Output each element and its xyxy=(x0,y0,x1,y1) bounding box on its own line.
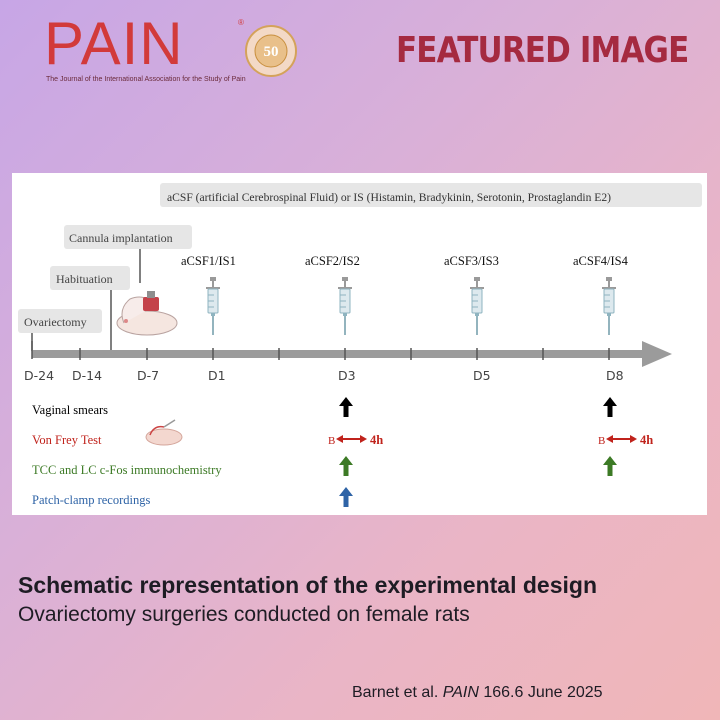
interval-start-label: B xyxy=(598,435,606,447)
ovariectomy-label: Ovariectomy xyxy=(24,315,87,329)
row-label-patch-clamp: Patch-clamp recordings xyxy=(32,493,151,507)
day-label-d1: D1 xyxy=(208,368,226,383)
citation-details: 166.6 June 2025 xyxy=(483,684,603,701)
timeline-arrow xyxy=(32,341,672,367)
up-arrow-icon xyxy=(339,397,353,417)
von-frey-filament-icon xyxy=(146,420,182,445)
interval-end-label: 4h xyxy=(370,433,384,447)
injection-label-4: aCSF4/IS4 xyxy=(573,254,628,268)
habituation-box xyxy=(50,266,130,290)
syringe-icon xyxy=(338,277,352,335)
caption-subtitle: Ovariectomy surgeries conducted on female rats xyxy=(18,603,470,626)
agent-label-text: aCSF (artificial Cerebrospinal Fluid) or IS (Histamin, Bradykinin, Serotonin, Prostaglandin E2) xyxy=(167,191,612,204)
cannula-label: Cannula implantation xyxy=(69,231,173,245)
row-label-von-frey: Von Frey Test xyxy=(32,433,102,447)
cannula-box xyxy=(64,225,192,249)
syringe-icon xyxy=(470,277,484,335)
logo-subtitle: The Journal of the International Association for the Study of Pain xyxy=(46,76,246,83)
registered-mark: ® xyxy=(238,18,244,27)
experimental-design-diagram xyxy=(12,173,707,515)
injection-label-3: aCSF3/IS3 xyxy=(444,254,499,268)
day-label-d3: D3 xyxy=(338,368,356,383)
habituation-label: Habituation xyxy=(56,272,113,286)
logo-wordmark: PAIN xyxy=(44,10,184,77)
anniversary-seal-icon xyxy=(244,24,298,78)
caption-title: Schematic representation of the experimental design xyxy=(18,572,597,598)
interval-marker xyxy=(598,433,653,447)
svg-text:50: 50 xyxy=(263,44,279,60)
up-arrow-icon xyxy=(339,487,353,507)
day-label-d5: D5 xyxy=(473,368,491,383)
interval-marker xyxy=(328,433,383,447)
interval-end-label: 4h xyxy=(640,433,654,447)
day-label-d8: D8 xyxy=(606,368,624,383)
up-arrow-icon xyxy=(603,456,617,476)
day-label-d-14: D-14 xyxy=(72,368,103,383)
up-arrow-icon xyxy=(603,397,617,417)
up-arrow-icon xyxy=(339,456,353,476)
agent-label-box xyxy=(160,183,702,207)
journal-logo xyxy=(44,12,284,90)
citation xyxy=(352,684,603,702)
day-label-d-24: D-24 xyxy=(24,368,55,383)
rat-surgery-icon xyxy=(117,291,177,335)
interval-start-label: B xyxy=(328,435,336,447)
featured-image-label: FEATURED IMAGE xyxy=(396,30,689,71)
citation-authors: Barnet et al. xyxy=(352,684,439,701)
injection-label-1: aCSF1/IS1 xyxy=(181,254,236,268)
day-label-d-7: D-7 xyxy=(137,368,160,383)
syringe-icon xyxy=(206,277,220,335)
injection-label-2: aCSF2/IS2 xyxy=(305,254,360,268)
row-label-vaginal-smears: Vaginal smears xyxy=(32,403,109,417)
syringe-icon xyxy=(602,277,616,335)
citation-journal: PAIN xyxy=(442,684,479,701)
ovariectomy-box xyxy=(18,309,102,333)
row-label-cfos: TCC and LC c-Fos immunochemistry xyxy=(32,463,222,477)
